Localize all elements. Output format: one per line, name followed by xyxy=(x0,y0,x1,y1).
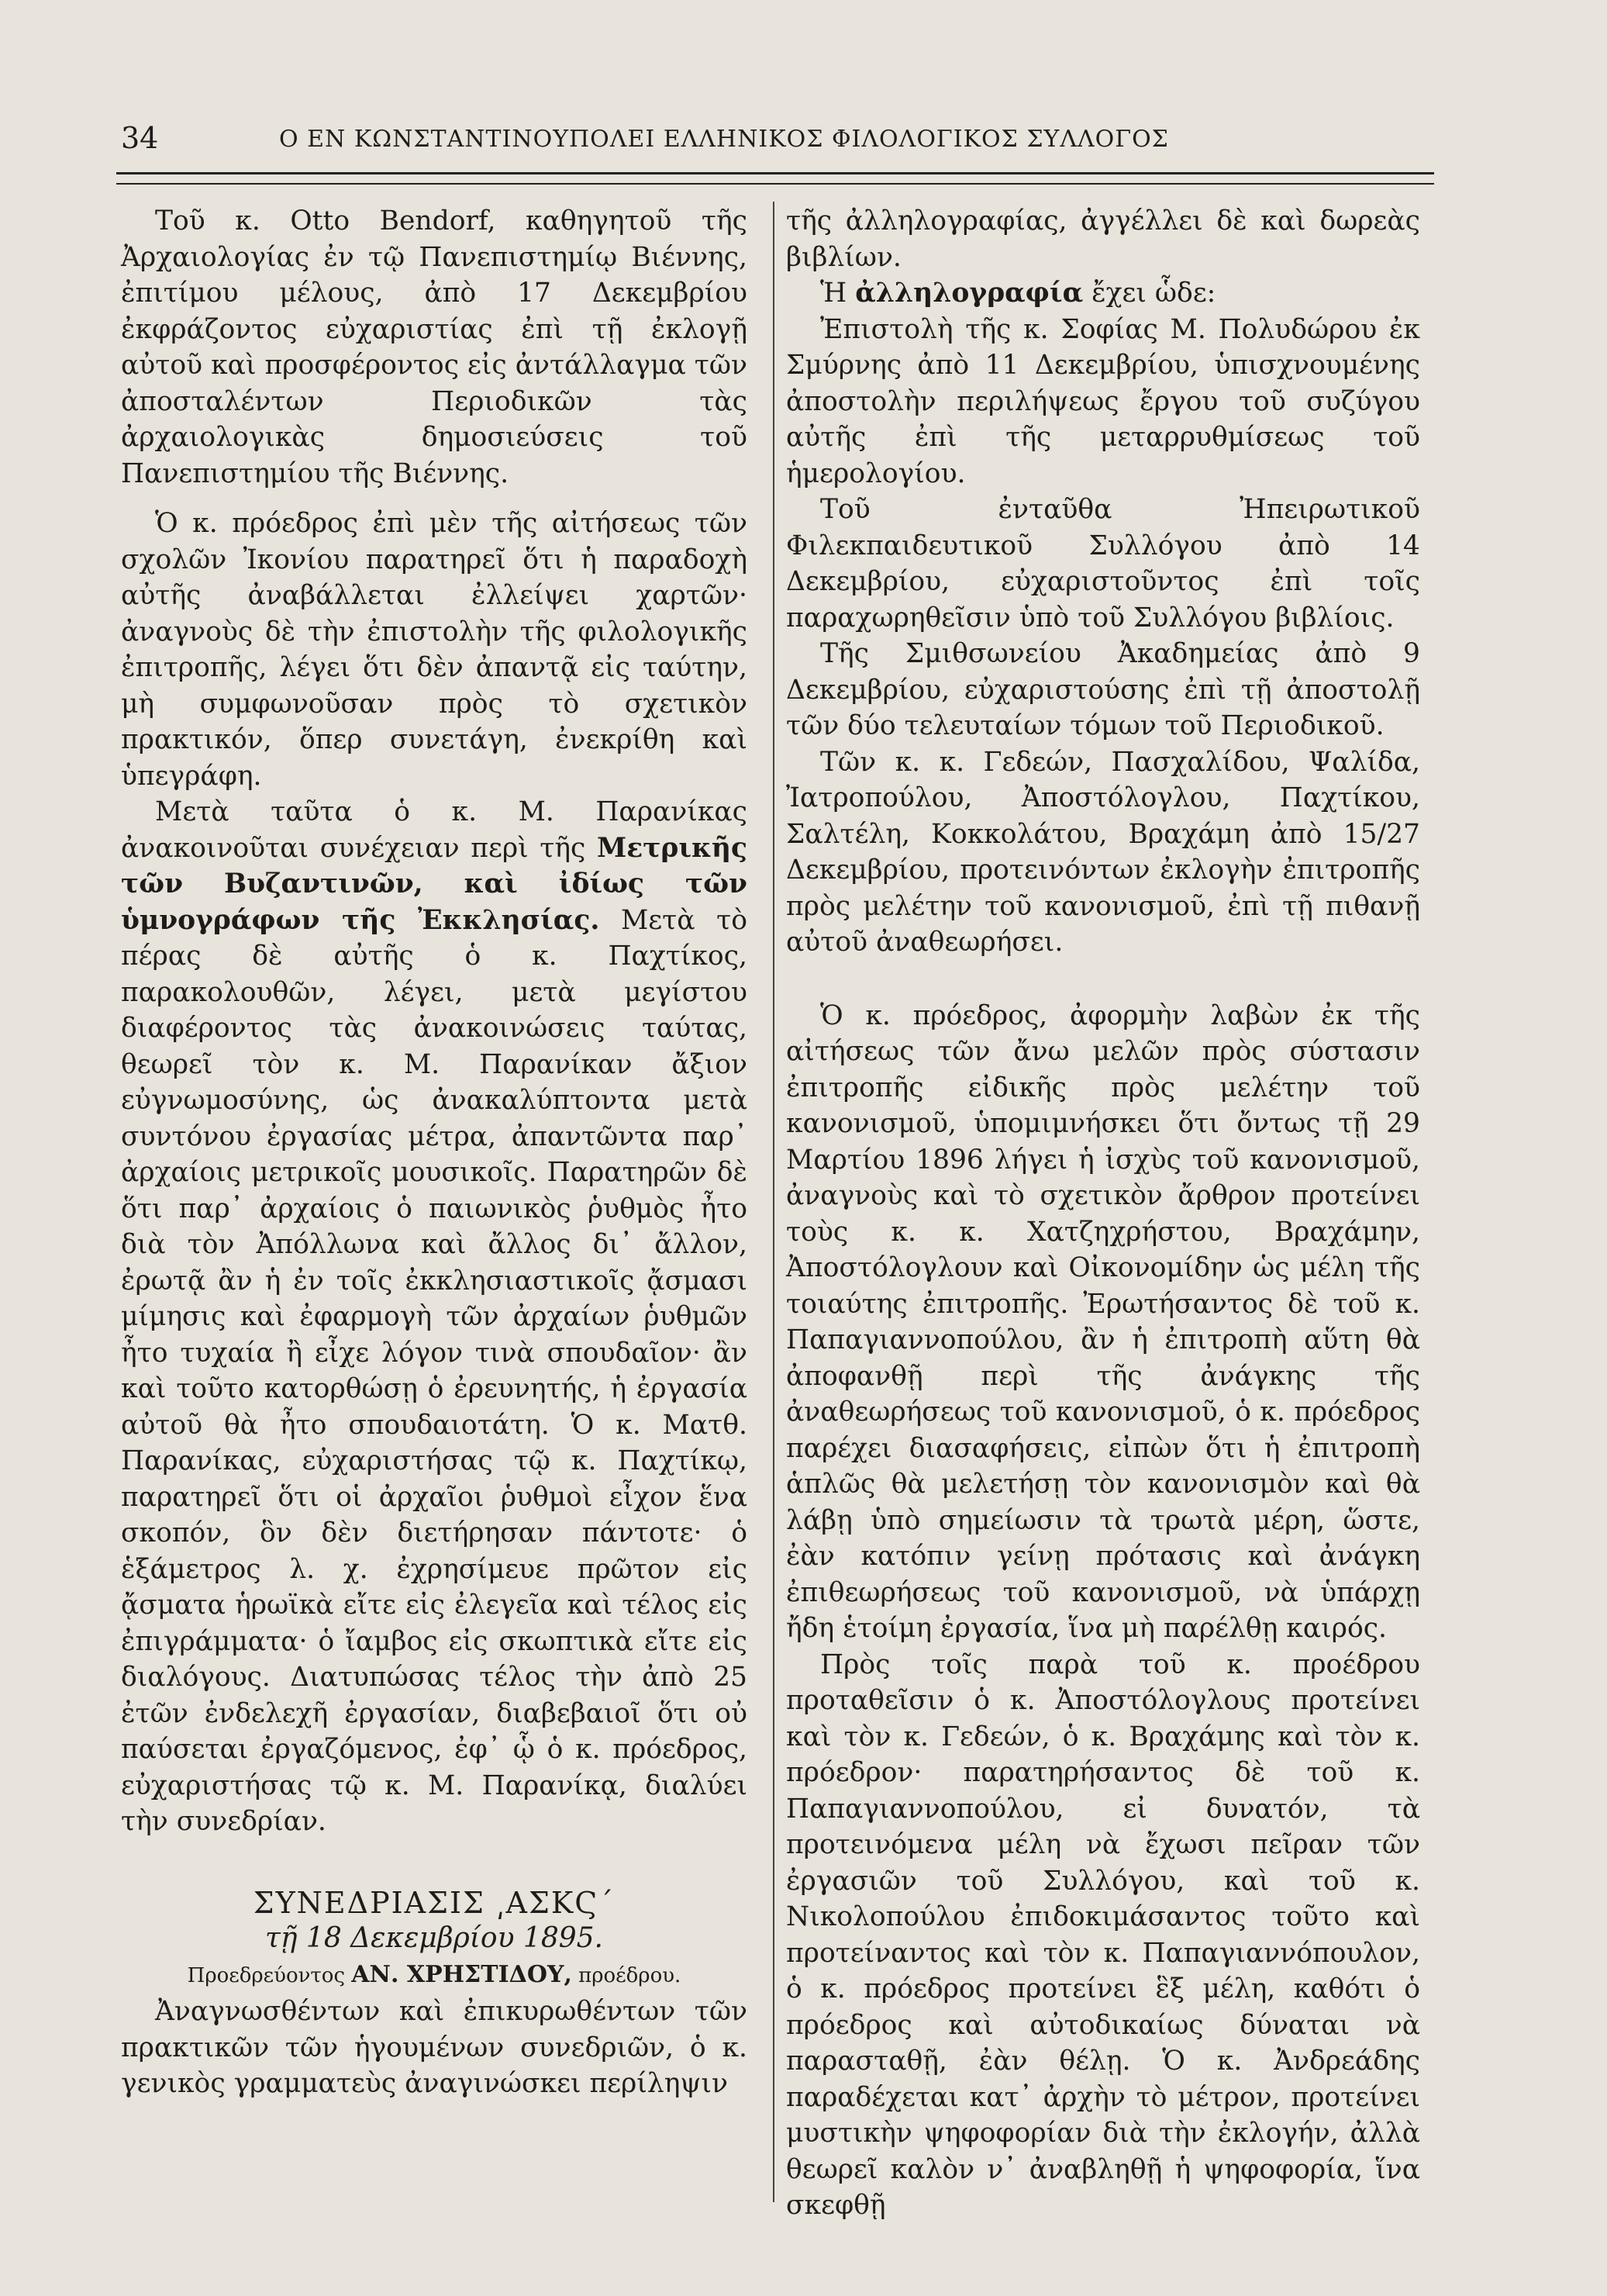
chair-name: ΑΝ. ΧΡΗΣΤΙΔΟΥ, xyxy=(351,1960,572,1988)
heading-correspondence: ἀλληλογραφία xyxy=(855,278,1084,309)
header-rule-top xyxy=(116,172,1434,174)
paragraph-members-proposal: Τῶν κ. κ. Γεδεών, Πασχαλίδου, Ψαλίδα, Ἰατροπούλου, Ἀποστόλογλου, Παχτίκου, Σαλτέλη, Κοκκολάτου, Βραχάμη ἀπὸ 15/27 Δεκεμβρίου, προτεινόντων ἐκλογὴν ἐπιτροπῆς πρὸς μελέτην τοῦ κανονισμοῦ, ἐπὶ τῇ πιθανῇ αὐτοῦ ἀναθεωρήσει. xyxy=(786,746,1420,958)
session-chair xyxy=(121,1957,747,1994)
paragraph-paranikas-lecture xyxy=(121,794,747,1840)
paragraph-bendorf-letter: Τοῦ κ. Otto Bendorf, καθηγητοῦ τῆς Ἀρχαιολογίας ἐν τῷ Πανεπιστημίῳ Βιέννης, ἐπιτίμου μέλους, ἀπὸ 17 Δεκεμβρίου ἐκφράζοντος εὐχαριστίας ἐπὶ τῇ ἐκλογῇ αὐτοῦ καὶ προσφέροντος εἰς ἀντάλλαγμα τῶν ἀποσταλέντων Περιοδικῶν τὰς ἀρχαιολογικὰς δημοσιεύσεις τοῦ Πανεπιστημίου τῆς Βιέννης. xyxy=(121,205,747,489)
paragraph-president-remarks: Ὁ κ. πρόεδρος ἐπὶ μὲν τῆς αἰτήσεως τῶν σχολῶν Ἰκονίου παρατηρεῖ ὅτι ἡ παραδοχὴ αὐτῆς ἀναβάλλεται ἐλλείψει χαρτῶν· ἀναγνοὺς δὲ τὴν ἐπιστολὴν τῆς φιλολογικῆς ἐπιτροπῆς, λέγει ὅτι δὲν ἀπαντᾷ εἰς ταύτην, μὴ συμφωνοῦσαν πρὸς τὸ σχετικὸν πρακτικόν, ὅπερ συνετάγη, ἐνεκρίθη καὶ ὑπεγράφη. xyxy=(121,508,747,792)
page-header xyxy=(116,116,1434,163)
lecture-intro: Μετὰ ταῦτα ὁ κ. Μ. Παρανίκας ἀνακοινοῦται συνέχειαν περὶ τῆς xyxy=(121,796,747,864)
paragraph-epirotic-society-letter: Τοῦ ἐνταῦθα Ἠπειρωτικοῦ Φιλεκπαιδευτικοῦ Συλλόγου ἀπὸ 14 Δεκεμβρίου, εὐχαριστοῦντος ἐπὶ τοῖς παραχωρηθεῖσιν ὑπὸ τοῦ Συλλόγου βιβλίοις. xyxy=(786,494,1420,634)
chair-prefix: Προεδρεύοντος xyxy=(187,1963,346,1987)
paragraph-correspondence-continued: τῆς ἀλληλογραφίας, ἀγγέλλει δὲ καὶ δωρεὰς βιβλίων. xyxy=(786,205,1420,273)
paragraph-polydorou-letter: Ἐπιστολὴ τῆς κ. Σοφίας Μ. Πολυδώρου ἐκ Σμύρνης ἀπὸ 11 Δεκεμβρίου, ὑπισχνουμένης ἀποστολὴν περιλήψεως ἔργου τοῦ συζύγου αὐτῆς ἐπὶ τῆς μεταρρυθμίσεως τοῦ ἡμερολογίου. xyxy=(786,313,1420,489)
paragraph-committee-nominations: Πρὸς τοῖς παρὰ τοῦ κ. προέδρου προταθεῖσιν ὁ κ. Ἀποστόλογλους προτείνει καὶ τὸν κ. Γεδεών, ὁ κ. Βραχάμης καὶ τὸν κ. πρόεδρον· παρατηρήσαντος δὲ τοῦ κ. Παπαγιαννοπούλου, εἰ δυνατόν, τὰ προτεινόμενα μέλη νὰ ἔχωσι πεῖραν τῶν ἐργασιῶν τοῦ Συλλόγου, καὶ τοῦ κ. Νικολοπούλου ἐπιδοκιμάσαντος τοῦτο καὶ προτείναντος καὶ τὸν κ. Παπαγιαννόπουλον, ὁ κ. πρόεδρος προτείνει ἓξ μέλη, καθότι ὁ πρόεδρος καὶ αὐτοδικαίως δύναται νὰ παρασταθῇ, ἐὰν θέλῃ. Ὁ κ. Ἀνδρεάδης παραδέχεται κατ᾽ ἀρχὴν τὸ μέτρον, προτείνει μυστικὴν ψηφοφορίαν διὰ τὴν ἐκλογήν, ἀλλὰ θεωρεῖ καλὸν ν᾽ ἀναβληθῇ ἡ ψηφοφορία, ἵνα σκεφθῇ xyxy=(786,1649,1420,2221)
paragraph-president-committee: Ὁ κ. πρόεδρος, ἀφορμὴν λαβὼν ἐκ τῆς αἰτήσεως τῶν ἄνω μελῶν πρὸς σύστασιν ἐπιτροπῆς εἰδικῆς πρὸς μελέτην τοῦ κανονισμοῦ, ὑπομιμνήσκει ὅτι ὄντως τῇ 29 Μαρτίου 1896 λήγει ἡ ἰσχὺς τοῦ κανονισμοῦ, ἀναγνοὺς καὶ τὸ σχετικὸν ἄρθρον προτείνει τοὺς κ. κ. Χατζηχρήστου, Βραχάμην, Ἀποστόλογλουν καὶ Οἰκονομίδην ὡς μέλη τῆς τοιαύτης ἐπιτροπῆς. Ἐρωτήσαντος δὲ τοῦ κ. Παπαγιαννοπούλου, ἂν ἡ ἐπιτροπὴ αὕτη θὰ ἀποφανθῇ περὶ τῆς ἀνάγκης τῆς ἀναθεωρήσεως τοῦ κανονισμοῦ, ὁ κ. πρόεδρος παρέχει διασαφήσεις, εἰπὼν ὅτι ἡ ἐπιτροπὴ ἁπλῶς θὰ μελετήσῃ τὸν κανονισμὸν καὶ θὰ λάβῃ ὑπὸ σημείωσιν τὰ τρωτὰ μέρη, ὥστε, ἐὰν κατόπιν γείνῃ πρότασις καὶ ἀνάγκη ἐπιθεωρήσεως τοῦ κανονισμοῦ, νὰ ὑπάρχῃ ἤδη ἑτοίμη ἐργασία, ἵνα μὴ παρέλθῃ καιρός. xyxy=(786,1000,1420,1644)
header-rule-bottom xyxy=(116,183,1434,185)
heading-suffix: ἔχει ὧδε: xyxy=(1091,278,1216,309)
session-date: τῇ 18 Δεκεμβρίου 1895. xyxy=(265,1922,603,1954)
heading-article: Ἡ xyxy=(820,278,847,309)
lecture-discussion: Μετὰ τὸ πέρας δὲ αὐτῆς ὁ κ. Παχτίκος, παρακολουθῶν, λέγει, μετὰ μεγίστου διαφέροντος τὰς ἀνακοινώσεις ταύτας, θεωρεῖ τὸν κ. Μ. Παρανίκαν ἄξιον εὐγνωμοσύνης, ὡς ἀνακαλύπτοντα μετὰ συντόνου ἐργασίας μέτρα, ἀπαντῶντα παρ᾽ ἀρχαίοις μετρικοῖς μουσικοῖς. Παρατηρῶν δὲ ὅτι παρ᾽ ἀρχαίοις ὁ παιωνικὸς ῥυθμὸς ἦτο διὰ τὸν Ἀπόλλωνα καὶ ἄλλος δι᾽ ἄλλον, ἐρωτᾷ ἂν ἡ ἐν τοῖς ἐκκλησιαστικοῖς ᾄσμασι μίμησις καὶ ἐφαρμογὴ τῶν ἀρχαίων ῥυθμῶν ἦτο τυχαία ἢ εἶχε λόγον τινὰ σπουδαῖον· ἂν καὶ τοῦτο κατορθώσῃ ὁ ἐρευνητής, ἡ ἐργασία αὐτοῦ θὰ ἦτο σπουδαιοτάτη. Ὁ κ. Ματθ. Παρανίκας, εὐχαριστήσας τῷ κ. Παχτίκῳ, παρατηρεῖ ὅτι οἱ ἀρχαῖοι ῥυθμοὶ εἶχον ἕνα σκοπόν, ὃν δὲν διετήρησαν πάντοτε· ὁ ἑξάμετρος λ. χ. ἐχρησίμευε πρῶτον εἰς ᾄσματα ἡρωϊκὰ εἴτε εἰς ἐλεγεῖα καὶ τέλος εἰς ἐπιγράμματα· ὁ ἴαμβος εἰς σκωπτικὰ εἴτε εἰς διαλόγους. Διατυπώσας τέλος τὴν ἀπὸ 25 ἐτῶν ἐνδελεχῆ ἐργασίαν, διαβεβαιοῖ ὅτι οὐ παύσεται ἐργαζόμενος, ἐφ᾽ ᾧ ὁ κ. πρόεδρος, εὐχαριστήσας τῷ κ. Μ. Παρανίκᾳ, διαλύει τὴν συνεδρίαν. xyxy=(121,904,748,1837)
session-title: ΣΥΝΕΔΡΙΑΣΙΣ ͵ΑΣΚϚ΄ xyxy=(253,1885,616,1920)
page-number: 34 xyxy=(121,121,159,155)
paragraph-minutes-approval: Ἀναγνωσθέντων καὶ ἐπικυρωθέντων τῶν πρακτικῶν τῶν ἡγουμένων συνεδριῶν, ὁ κ. γενικὸς γραμματεὺς ἀναγινώσκει περίληψιν xyxy=(121,1996,747,2099)
right-column xyxy=(786,203,1420,2224)
running-title: Ο ΕΝ ΚΩΝΣΤΑΝΤΙΝΟΥΠΟΛΕΙ ΕΛΛΗΝΙΚΟΣ ΦΙΛΟΛΟΓΙΚΟΣ ΣΥΛΛΟΓΟΣ xyxy=(279,126,1169,153)
left-column xyxy=(121,203,747,2102)
column-divider xyxy=(773,202,774,2202)
chair-suffix: προέδρου. xyxy=(578,1963,681,1987)
lecture-topic: Μετρικῆς τῶν Βυζαντινῶν, καὶ ἰδίως τῶν ὑμνογράφων τῆς Ἐκκλησίας. xyxy=(121,832,748,936)
paragraph-smithsonian-letter: Τῆς Σμιθσωνείου Ἀκαδημείας ἀπὸ 9 Δεκεμβρίου, εὐχαριστούσης ἐπὶ τῇ ἀποστολῇ τῶν δύο τελευταίων τόμων τοῦ Περιοδικοῦ. xyxy=(786,638,1420,741)
paragraph-correspondence-heading xyxy=(786,275,1420,312)
